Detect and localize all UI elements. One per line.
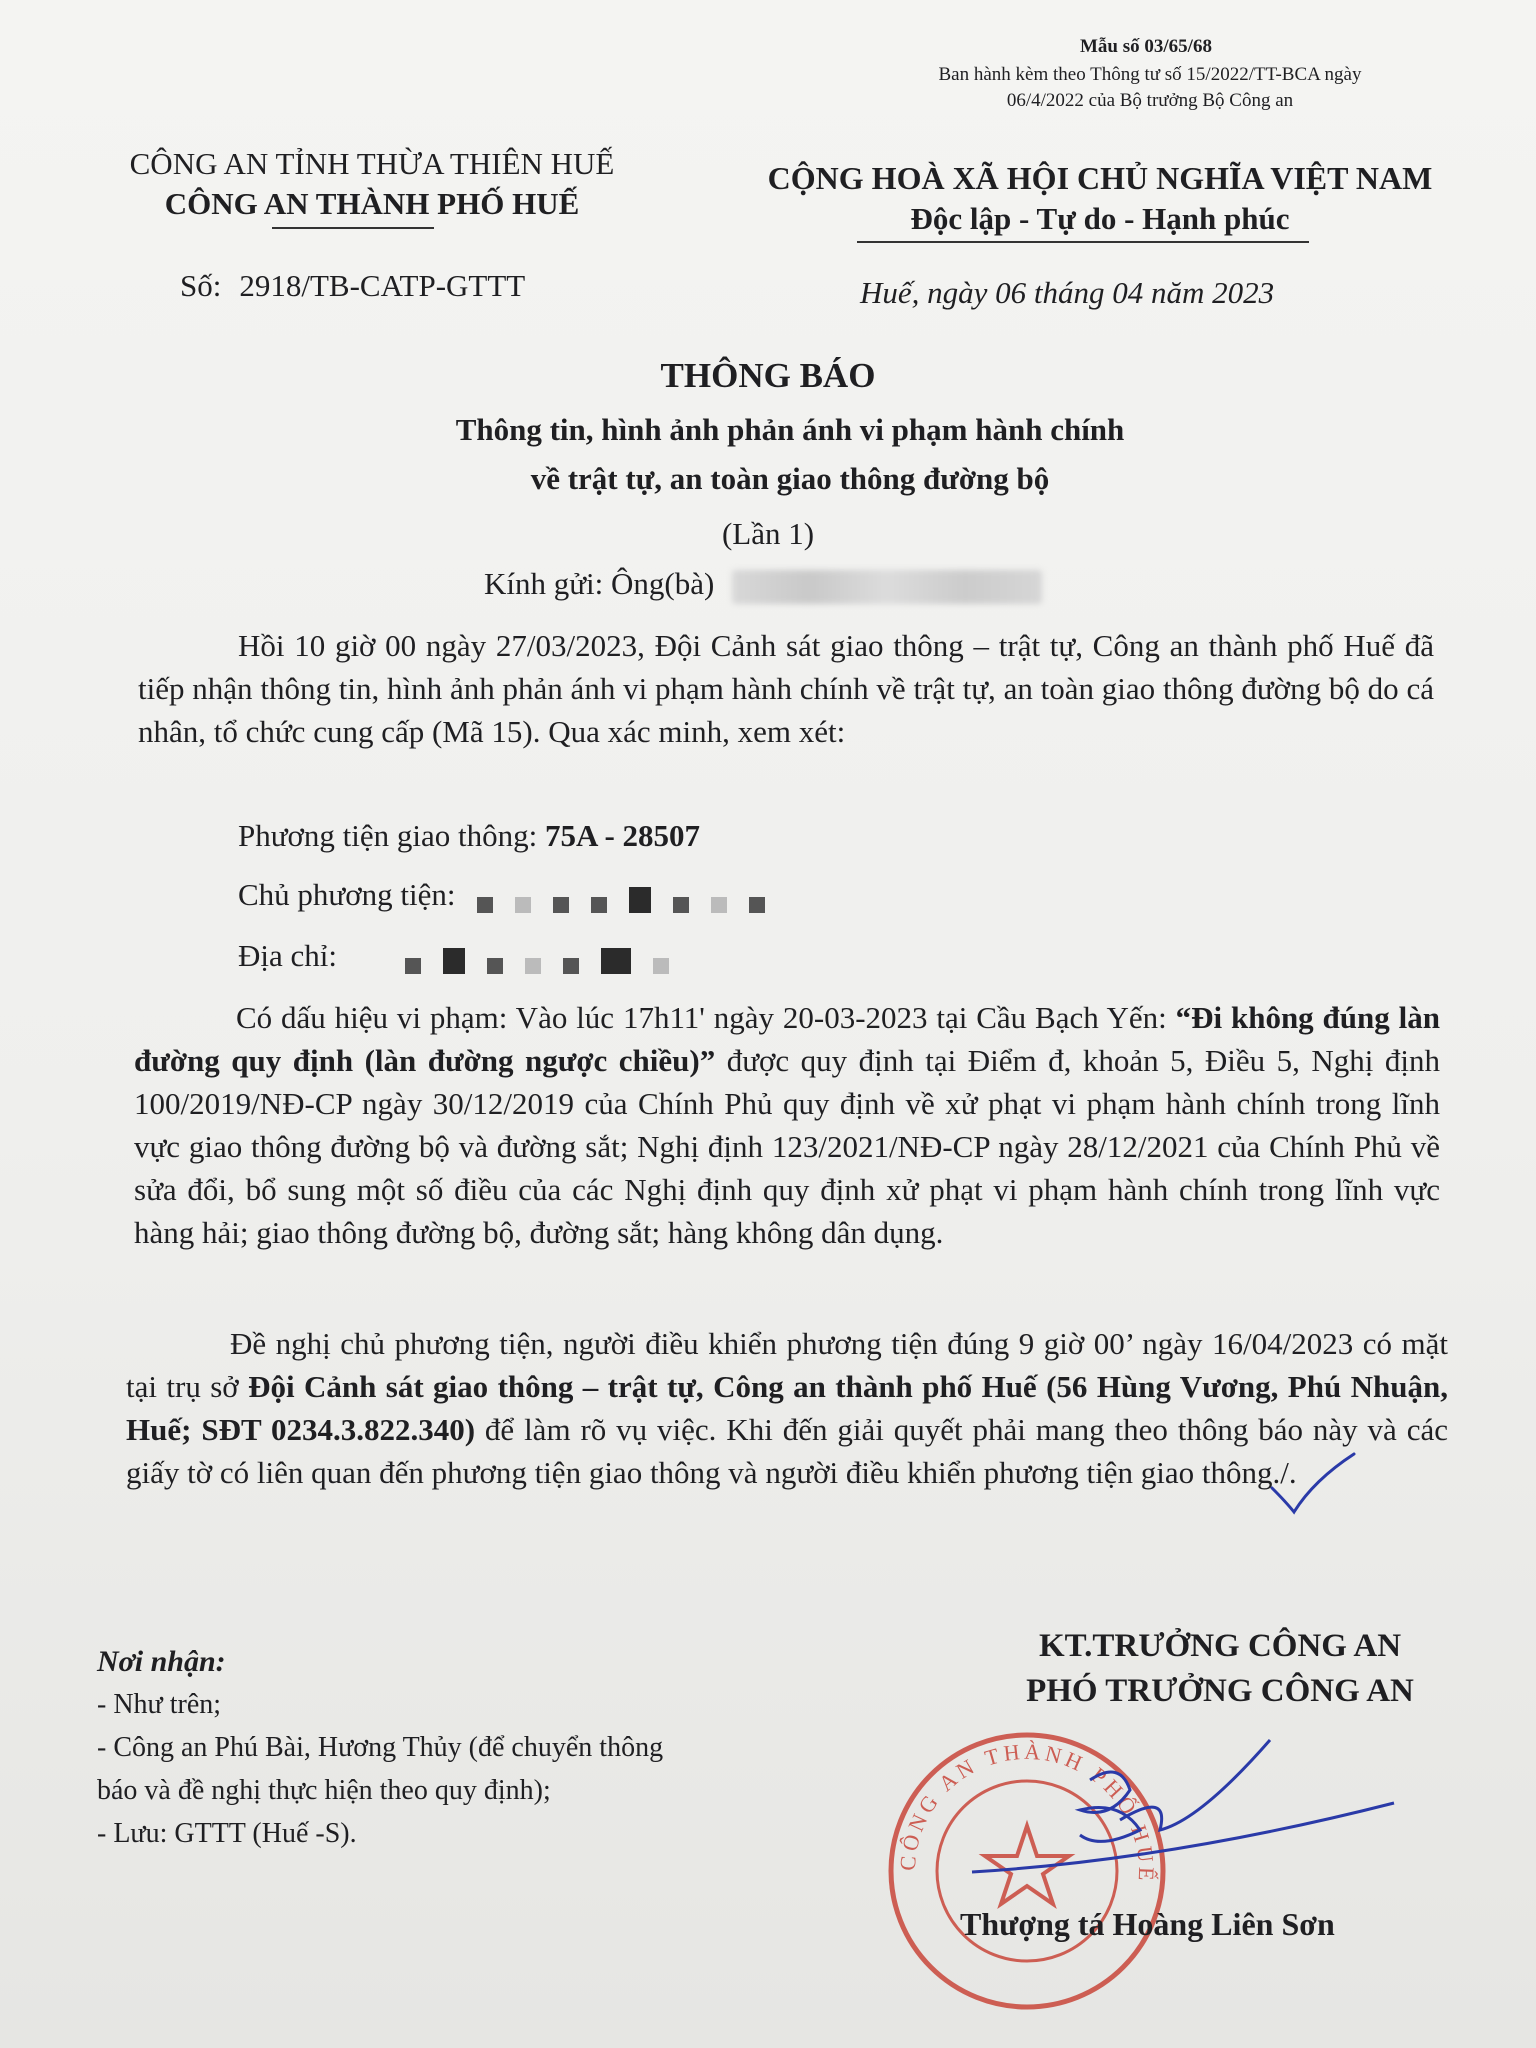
greeting-label: Kính gửi: Ông(bà) [484,566,715,601]
notice-attempt: (Lần 1) [721,516,815,551]
national-title: CỘNG HOÀ XÃ HỘI CHỦ NGHĨA VIỆT NAM [767,160,1433,196]
recipient-item: báo và đề nghị thực hiện theo quy định); [97,1775,551,1806]
recipient-item: - Lưu: GTTT (Huế -S). [97,1818,357,1849]
signature-title-2: PHÓ TRƯỞNG CÔNG AN [1026,1673,1414,1709]
redacted-recipient-name [732,570,1042,604]
agency-parent: CÔNG AN TỈNH THỪA THIÊN HUẾ [129,146,615,181]
paragraph-reception: Hồi 10 giờ 00 ngày 27/03/2023, Đội Cảnh sát giao thông – trật tự, Công an thành phố Huế đã tiếp nhận thông tin, hình ảnh phản ánh vi phạm hành chính về trật tự, an toàn giao thông đường bộ do cá nhân, tổ chức cung cấp (Mã 15). Qua xác minh, xem xét: [138,628,1434,749]
recipient-item: - Công an Phú Bài, Hương Thủy (để chuyển thông [97,1732,664,1763]
signer-name: Thượng tá Hoàng Liên Sơn [960,1906,1335,1942]
checkmark-icon [1268,1450,1358,1520]
national-motto: Độc lập - Tự do - Hạnh phúc [910,201,1290,236]
paragraph-violation [134,996,1440,1254]
summons-office: Đội Cảnh sát giao thông – trật tự, Công an thành phố Huế (56 Hùng Vương, Phú Nhuận, Huế; SĐT 0234.3.822.340) [126,1369,1448,1447]
violation-description: “Đi không đúng làn đường quy định (làn đường ngược chiều)” [134,1000,1440,1078]
document-number-label: Số: [180,268,222,303]
address-label: Địa chỉ: [238,938,337,973]
recipients-block [97,1640,663,1855]
recipient-item: - Như trên; [97,1689,222,1720]
document-subtitle-1: Thông tin, hình ảnh phản ánh vi phạm hành chính [455,412,1125,447]
agency-name: CÔNG AN THÀNH PHỐ HUẾ [164,186,580,221]
form-number: Mẫu số 03/65/68 [1080,36,1212,57]
redacted-owner-name [477,885,787,911]
motto-underline [857,241,1309,243]
vehicle-plate: 75A - 28507 [545,818,701,853]
greeting [484,566,1042,604]
owner-label: Chủ phương tiện: [238,877,456,912]
field-owner [238,877,787,913]
paragraph-summons [126,1322,1448,1494]
summons-intro: Đề nghị chủ phương tiện, người điều khiển phương tiện đúng 9 giờ 00’ ngày 16/04/2023 có mặt tại trụ sở [126,1326,1448,1404]
form-issuance-note: Ban hành kèm theo Thông tư số 15/2022/TT-BCA ngày 06/4/2022 của Bộ trưởng Bộ Công an [938,64,1362,111]
signature-title-1: KT.TRƯỞNG CÔNG AN [1038,1628,1402,1664]
vehicle-label: Phương tiện giao thông: [238,818,538,853]
handwritten-signature [970,1700,1410,1940]
document-title: THÔNG BÁO [660,356,876,395]
field-vehicle [238,818,700,854]
seal-text: CÔNG AN THÀNH PHỐ HUẾ [894,1738,1160,1885]
violation-intro: Có dấu hiệu vi phạm: Vào lúc 17h11' ngày 20-03-2023 tại Cầu Bạch Yến: [236,1000,1167,1035]
document-number-value: 2918/TB-CATP-GTTT [239,268,526,303]
summons-instructions: để làm rõ vụ việc. Khi đến giải quyết phải mang theo thông báo này và các giấy tờ có liên quan đến phương tiện giao thông và người điều khiển phương tiện giao thông./. [126,1412,1448,1490]
document-number [180,268,525,304]
place-date: Huế, ngày 06 tháng 04 năm 2023 [860,275,1275,310]
document-subtitle-2: về trật tự, an toàn giao thông đường bộ [530,461,1050,496]
violation-legal-basis: được quy định tại Điểm đ, khoản 5, Điều 5, Nghị định 100/2019/NĐ-CP ngày 30/12/2019 của Chính Phủ quy định về xử phạt vi phạm hành chính trong lĩnh vực giao thông đường bộ và đường sắt; Nghị định 123/2021/NĐ-CP ngày 28/12/2021 của Chính Phủ về sửa đổi, bổ sung một số điều của các Nghị định quy định xử phạt vi phạm hành chính trong lĩnh vực hàng hải; giao thông đường bộ, đường sắt; hàng không dân dụng. [134,1043,1440,1250]
field-address [238,938,691,974]
recipients-heading: Nơi nhận: [97,1645,226,1678]
redacted-address [405,946,691,972]
agency-underline [272,227,434,229]
